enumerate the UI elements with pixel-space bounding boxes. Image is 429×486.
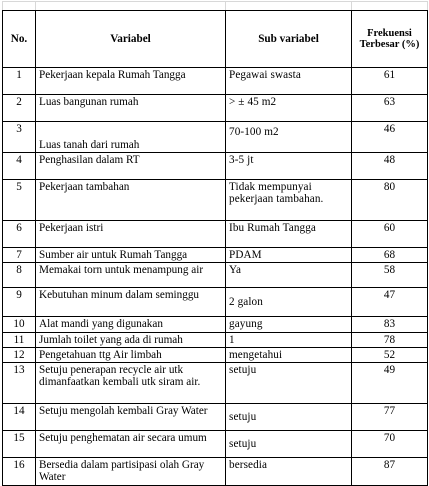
row-variabel: Jumlah toilet yang ada di rumah [36,332,226,347]
row-no: 6 [3,221,36,248]
row-variabel: Setuju mengolah kembali Gray Water [36,404,226,431]
row-sub-variabel: setuju [226,363,352,404]
table-row [3,431,428,458]
row-frekuensi: 80 [352,180,428,221]
table-row [3,347,428,362]
row-variabel: Kebutuhan minum dalam seminggu [36,288,226,317]
row-sub-variabel: PDAM [226,248,352,263]
row-variabel: Penghasilan dalam RT [36,153,226,180]
row-sub-variabel: 70-100 m2 [226,122,352,153]
row-no: 4 [3,153,36,180]
table-row [3,248,428,263]
row-frekuensi: 87 [352,458,428,486]
row-no: 5 [3,180,36,221]
row-no: 11 [3,332,36,347]
row-no: 7 [3,248,36,263]
table-row [3,122,428,153]
row-variabel: Sumber air untuk Rumah Tangga [36,248,226,263]
row-frekuensi: 78 [352,332,428,347]
row-no: 3 [3,122,36,153]
table-row [3,404,428,431]
table-row [3,153,428,180]
row-sub-variabel: Pegawai swasta [226,68,352,95]
row-sub-variabel: 1 [226,332,352,347]
table-row [3,221,428,248]
row-no: 8 [3,263,36,288]
row-frekuensi: 63 [352,95,428,122]
row-frekuensi: 52 [352,347,428,362]
row-sub-variabel: > ± 45 m2 [226,95,352,122]
row-variabel: Alat mandi yang digunakan [36,317,226,332]
row-no: 2 [3,95,36,122]
row-sub-variabel: 2 galon [226,288,352,317]
table-row [3,263,428,288]
row-variabel: Pengetahuan ttg Air limbah [36,347,226,362]
row-variabel: Pekerjaan istri [36,221,226,248]
row-no: 15 [3,431,36,458]
row-frekuensi: 83 [352,317,428,332]
header-variabel: Variabel [36,11,226,68]
row-no: 12 [3,347,36,362]
header-frekuensi: Frekuensi Terbesar (%) [352,11,428,68]
table-row [3,180,428,221]
row-no: 1 [3,68,36,95]
row-no: 10 [3,317,36,332]
row-frekuensi: 46 [352,122,428,153]
row-no: 13 [3,363,36,404]
frequency-table [2,10,428,486]
table-row [3,288,428,317]
table-row [3,68,428,95]
table-row [3,332,428,347]
row-frekuensi: 58 [352,263,428,288]
row-frekuensi: 61 [352,68,428,95]
row-no: 9 [3,288,36,317]
row-frekuensi: 49 [352,363,428,404]
row-frekuensi: 60 [352,221,428,248]
row-variabel: Pekerjaan tambahan [36,180,226,221]
header-no: No. [3,11,36,68]
table-header-row [3,11,428,68]
row-variabel: Luas bangunan rumah [36,95,226,122]
table-row [3,458,428,486]
row-variabel: Pekerjaan kepala Rumah Tangga [36,68,226,95]
row-variabel: Memakai torn untuk menampung air [36,263,226,288]
row-frekuensi: 77 [352,404,428,431]
row-sub-variabel: bersedia [226,458,352,486]
row-sub-variabel: Tidak mempunyai pekerjaan tambahan. [226,180,352,221]
table-row [3,95,428,122]
row-no: 16 [3,458,36,486]
row-frekuensi: 47 [352,288,428,317]
row-variabel: Setuju penerapan recycle air utk dimanfaatkan kembali utk siram air. [36,363,226,404]
table-row [3,317,428,332]
row-frekuensi: 68 [352,248,428,263]
row-variabel: Bersedia dalam partisipasi olah Gray Water [36,458,226,486]
row-sub-variabel: setuju [226,431,352,458]
row-sub-variabel: setuju [226,404,352,431]
row-sub-variabel: Ibu Rumah Tangga [226,221,352,248]
row-frekuensi: 48 [352,153,428,180]
header-sub-variabel: Sub variabel [226,11,352,68]
row-frekuensi: 70 [352,431,428,458]
row-sub-variabel: gayung [226,317,352,332]
row-sub-variabel: Ya [226,263,352,288]
row-sub-variabel: 3-5 jt [226,153,352,180]
row-sub-variabel: mengetahui [226,347,352,362]
row-no: 14 [3,404,36,431]
row-variabel: Setuju penghematan air secara umum [36,431,226,458]
table-row [3,363,428,404]
row-variabel: Luas tanah dari rumah [36,122,226,153]
